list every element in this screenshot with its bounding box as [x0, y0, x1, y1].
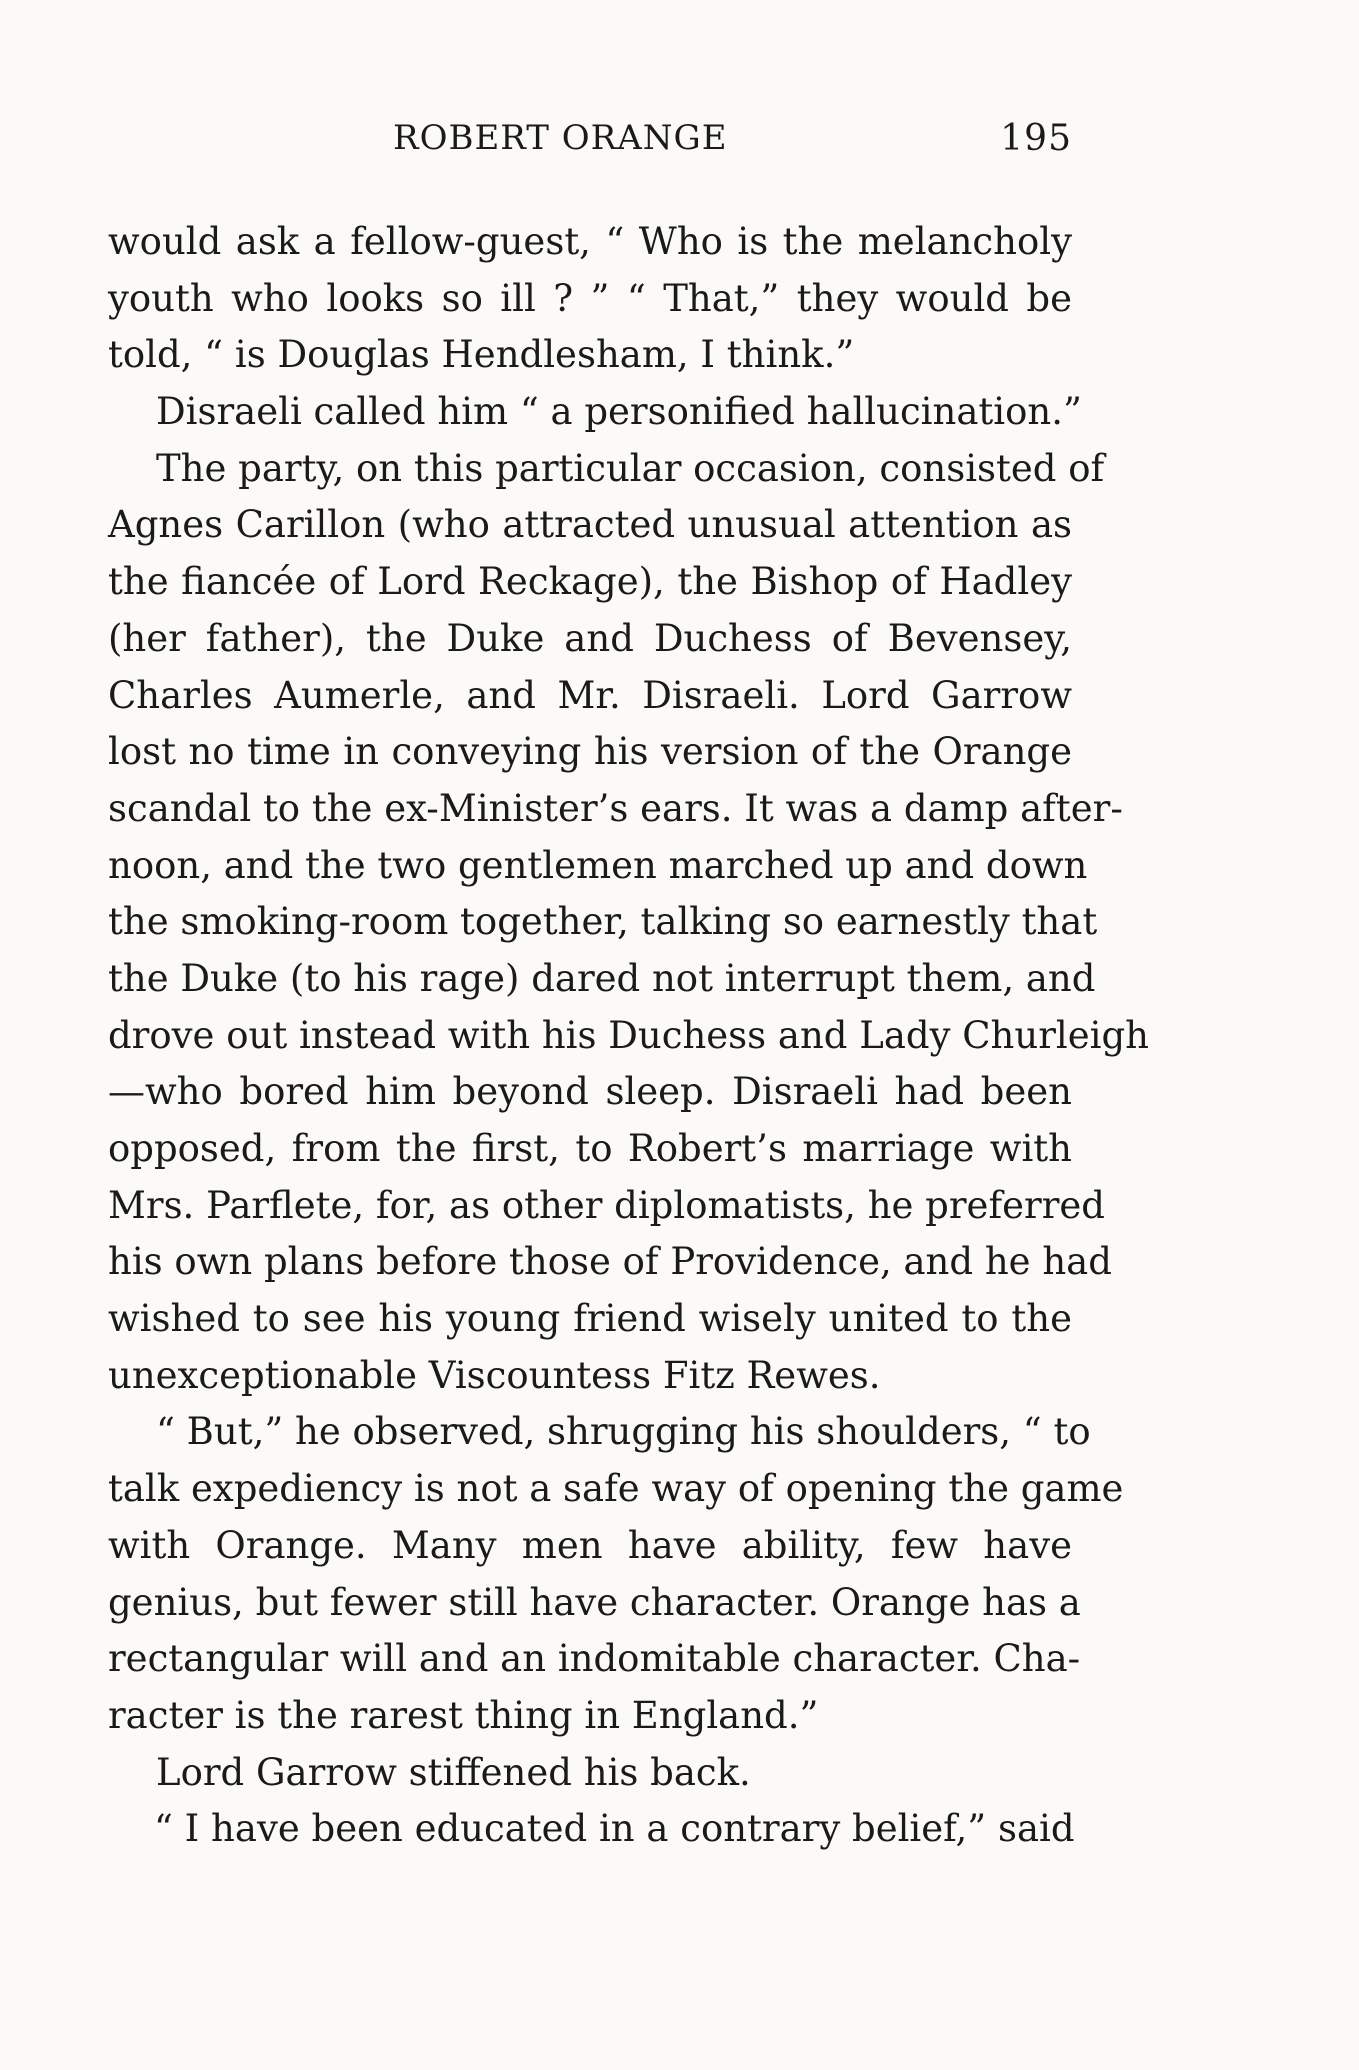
text-line: “ I have been educated in a contrary belief,” said [154, 1807, 1075, 1851]
text-line: Disraeli called him “ a personified hallucination.” [156, 390, 1082, 434]
text-line: told, “ is Douglas Hendlesham, I think.” [108, 333, 855, 377]
text-line: unexceptionable Viscountess Fitz Rewes. [108, 1353, 881, 1397]
text-line: talk expediency is not a safe way of opening the game [108, 1467, 1124, 1511]
page-header [108, 118, 1072, 178]
text-line: opposed, from the first, to Robert’s marriage with [108, 1127, 1072, 1170]
running-title: ROBERT ORANGE [393, 118, 728, 158]
text-line: “ But,” he observed, shrugging his shoulders, “ to [156, 1410, 1091, 1454]
text-line: Lord Garrow stiffened his back. [156, 1750, 751, 1794]
text-line: Mrs. Parflete, for, as other diplomatists, he preferred [108, 1183, 1105, 1227]
text-line: Charles Aumerle, and Mr. Disraeli. Lord Garrow [108, 673, 1072, 717]
text-line: wished to see his young friend wisely united to the [108, 1297, 1072, 1341]
text-line: lost no time in conveying his version of the Orange [108, 730, 1072, 774]
text-line: (her father), the Duke and Duchess of Bevensey, [108, 616, 1072, 660]
text-line: his own plans before those of Providence, and he had [108, 1240, 1112, 1284]
text-line: genius, but fewer still have character. Orange has a [108, 1580, 1081, 1624]
body-text [108, 214, 1149, 1858]
text-line: drove out instead with his Duchess and Lady Churleigh [108, 1013, 1149, 1057]
page-number: 195 [1000, 118, 1072, 159]
text-line: scandal to the ex-Minister’s ears. It was a damp after- [108, 786, 1123, 830]
text-line: the smoking-room together, talking so earnestly that [108, 900, 1098, 944]
text-line: —who bored him beyond sleep. Disraeli had been [108, 1070, 1072, 1114]
text-line: Agnes Carillon (who attracted unusual attention as [108, 503, 1072, 547]
text-line: The party, on this particular occasion, consisted of [156, 446, 1105, 490]
text-line: youth who looks so ill ? ” “ That,” they would be [108, 276, 1072, 320]
text-line: racter is the rarest thing in England.” [108, 1693, 819, 1737]
text-line: the fiancée of Lord Reckage), the Bishop of Hadley [108, 560, 1072, 604]
text-line: would ask a fellow-guest, “ Who is the melancholy [108, 220, 1072, 263]
text-line: noon, and the two gentlemen marched up and down [108, 843, 1088, 887]
text-line: rectangular will and an indomitable character. Cha- [108, 1637, 1081, 1681]
text-line: the Duke (to his rage) dared not interrupt them, and [108, 956, 1096, 1000]
text-line: with Orange. Many men have ability, few have [108, 1523, 1072, 1567]
